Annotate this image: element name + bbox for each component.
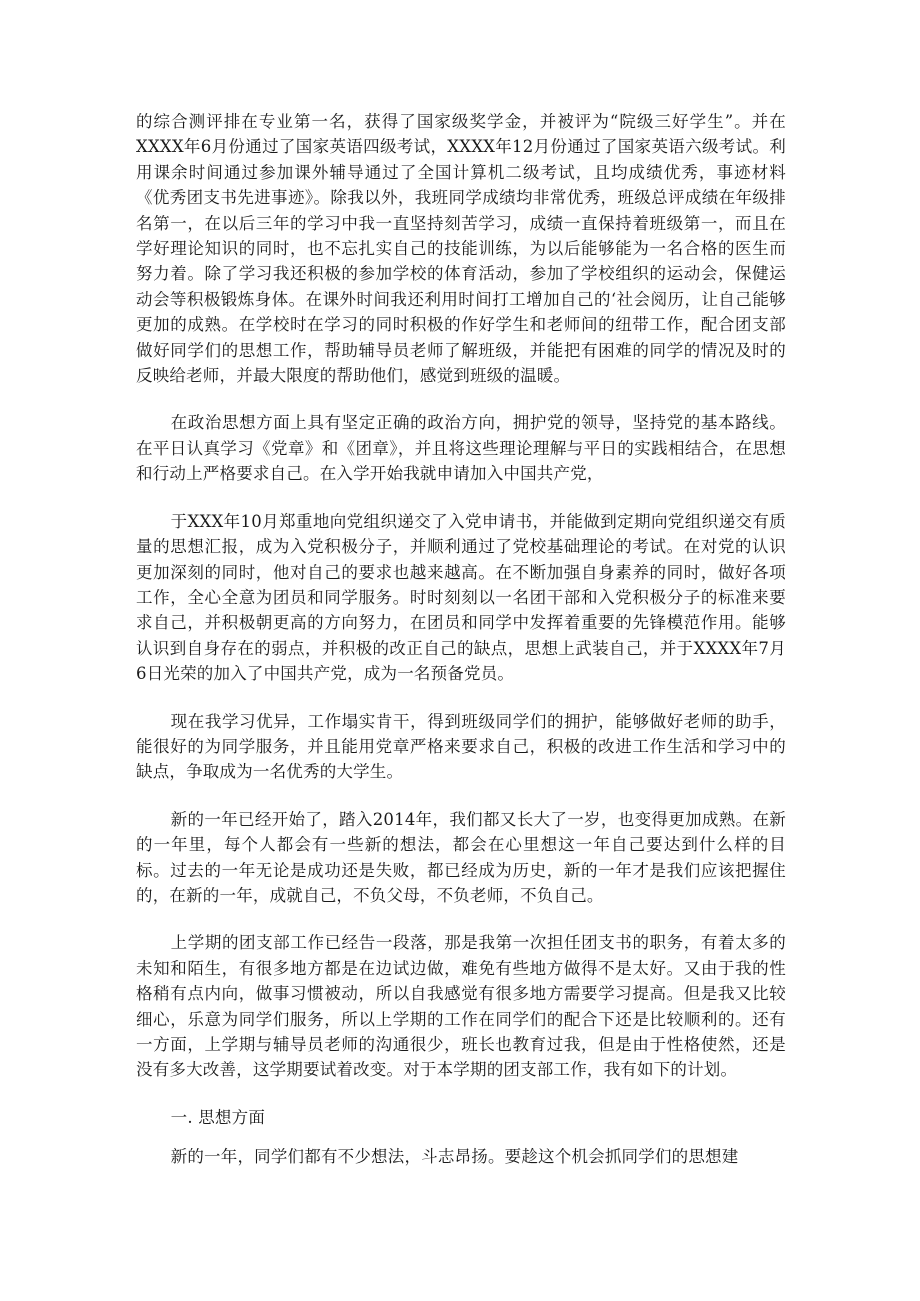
paragraph-academic-record: 的综合测评排在专业第一名，获得了国家级奖学金，并被评为“院级三好学生”。并在XXXX年6月份通过了国家英语四级考试，XXXX年12月份通过了国家英语六级考试。利用课余时间通过参加课外辅导通过了全国计算机二级考试，且均成绩优秀，事迹材料《优秀团支书先进事迹》。除我以外，我班同学成绩均非常优秀，班级总评成绩在年级排名第一，在以后三年的学习中我一直坚持刻苦学习，成绩一直保持着班级第一，而且在学好理论知识的同时，也不忘扎实自己的技能训练，为以后能够能为一名合格的医生而努力着。除了学习我还积极的参加学校的体育活动，参加了学校组织的运动会，保健运动会等积极锻炼身体。在课外时间我还利用时间打工增加自己的‘社会阅历，让自己能够更加的成熟。在学校时在学习的同时积极的作好学生和老师间的纽带工作，配合团支部做好同学们的思想工作，帮助辅导员老师了解班级，并能把有困难的同学的情况及时的反映给老师，并最大限度的帮助他们，感觉到班级的温暖。 xyxy=(136,112,786,386)
document-body xyxy=(136,109,786,1192)
paragraph-league-work-review: 上学期的团支部工作已经告一段落，那是我第一次担任团支书的职务，有着太多的未知和陌生，有很多地方都是在边试边做，难免有些地方做得不是太好。又由于我的性格稍有点内向，做事习惯被动，所以自我感觉有很多地方需要学习提高。但是我又比较细心，乐意为同学们服务，所以上学期的工作在同学们的配合下还是比较顺利的。还有一方面，上学期与辅导员老师的沟通很少，班长也教育过我，但是由于性格使然，还是没有多大改善，这学期要试着改变。对于本学期的团支部工作，我有如下的计划。 xyxy=(136,933,786,1080)
section-heading-thought: 一. 思想方面 xyxy=(170,1107,266,1127)
paragraph-party-application: 于XXX年10月郑重地向党组织递交了入党申请书，并能做到定期向党组织递交有质量的思想汇报，成为入党积极分子，并顺利通过了党校基础理论的考试。在对党的认识更加深刻的同时，他对自己的要求也越来越高。在不断加强自身素养的同时，做好各项工作，全心全意为团员和同学服务。时时刻刻以一名团干部和入党积极分子的标准来要求自己，并积极朝更高的方向努力，在团员和同学中发挥着重要的先锋模范作用。能够认识到自身存在的弱点，并积极的改正自己的缺点，思想上武装自己，并于XXXX年7月6日光荣的加入了中国共产党，成为一名预备党员。 xyxy=(136,511,786,684)
paragraph-political-thought: 在政治思想方面上具有坚定正确的政治方向，拥护党的领导，坚持党的基本路线。在平日认真学习《党章》和《团章》，并且将这些理论理解与平日的实践相结合，在思想和行动上严格要求自己。在入学开始我就申请加入中国共产党， xyxy=(136,413,786,484)
paragraph-thought-plan: 新的一年，同学们都有不少想法，斗志昂扬。要趁这个机会抓同学们的思想建 xyxy=(170,1147,739,1167)
paragraph-current-status: 现在我学习优异，工作塌实肯干，得到班级同学们的拥护，能够做好老师的助手，能很好的为同学服务，并且能用党章严格来要求自己，积极的改进工作生活和学习中的缺点，争取成为一名优秀的大学生。 xyxy=(136,711,786,782)
paragraph-new-year: 新的一年已经开始了，踏入2014年，我们都又长大了一岁，也变得更加成熟。在新的一年里，每个人都会有一些新的想法，都会在心里想这一年自己要达到什么样的目标。过去的一年无论是成功还是失败，都已经成为历史，新的一年才是我们应该把握住的，在新的一年，成就自己，不负父母，不负老师，不负自己。 xyxy=(136,809,786,905)
